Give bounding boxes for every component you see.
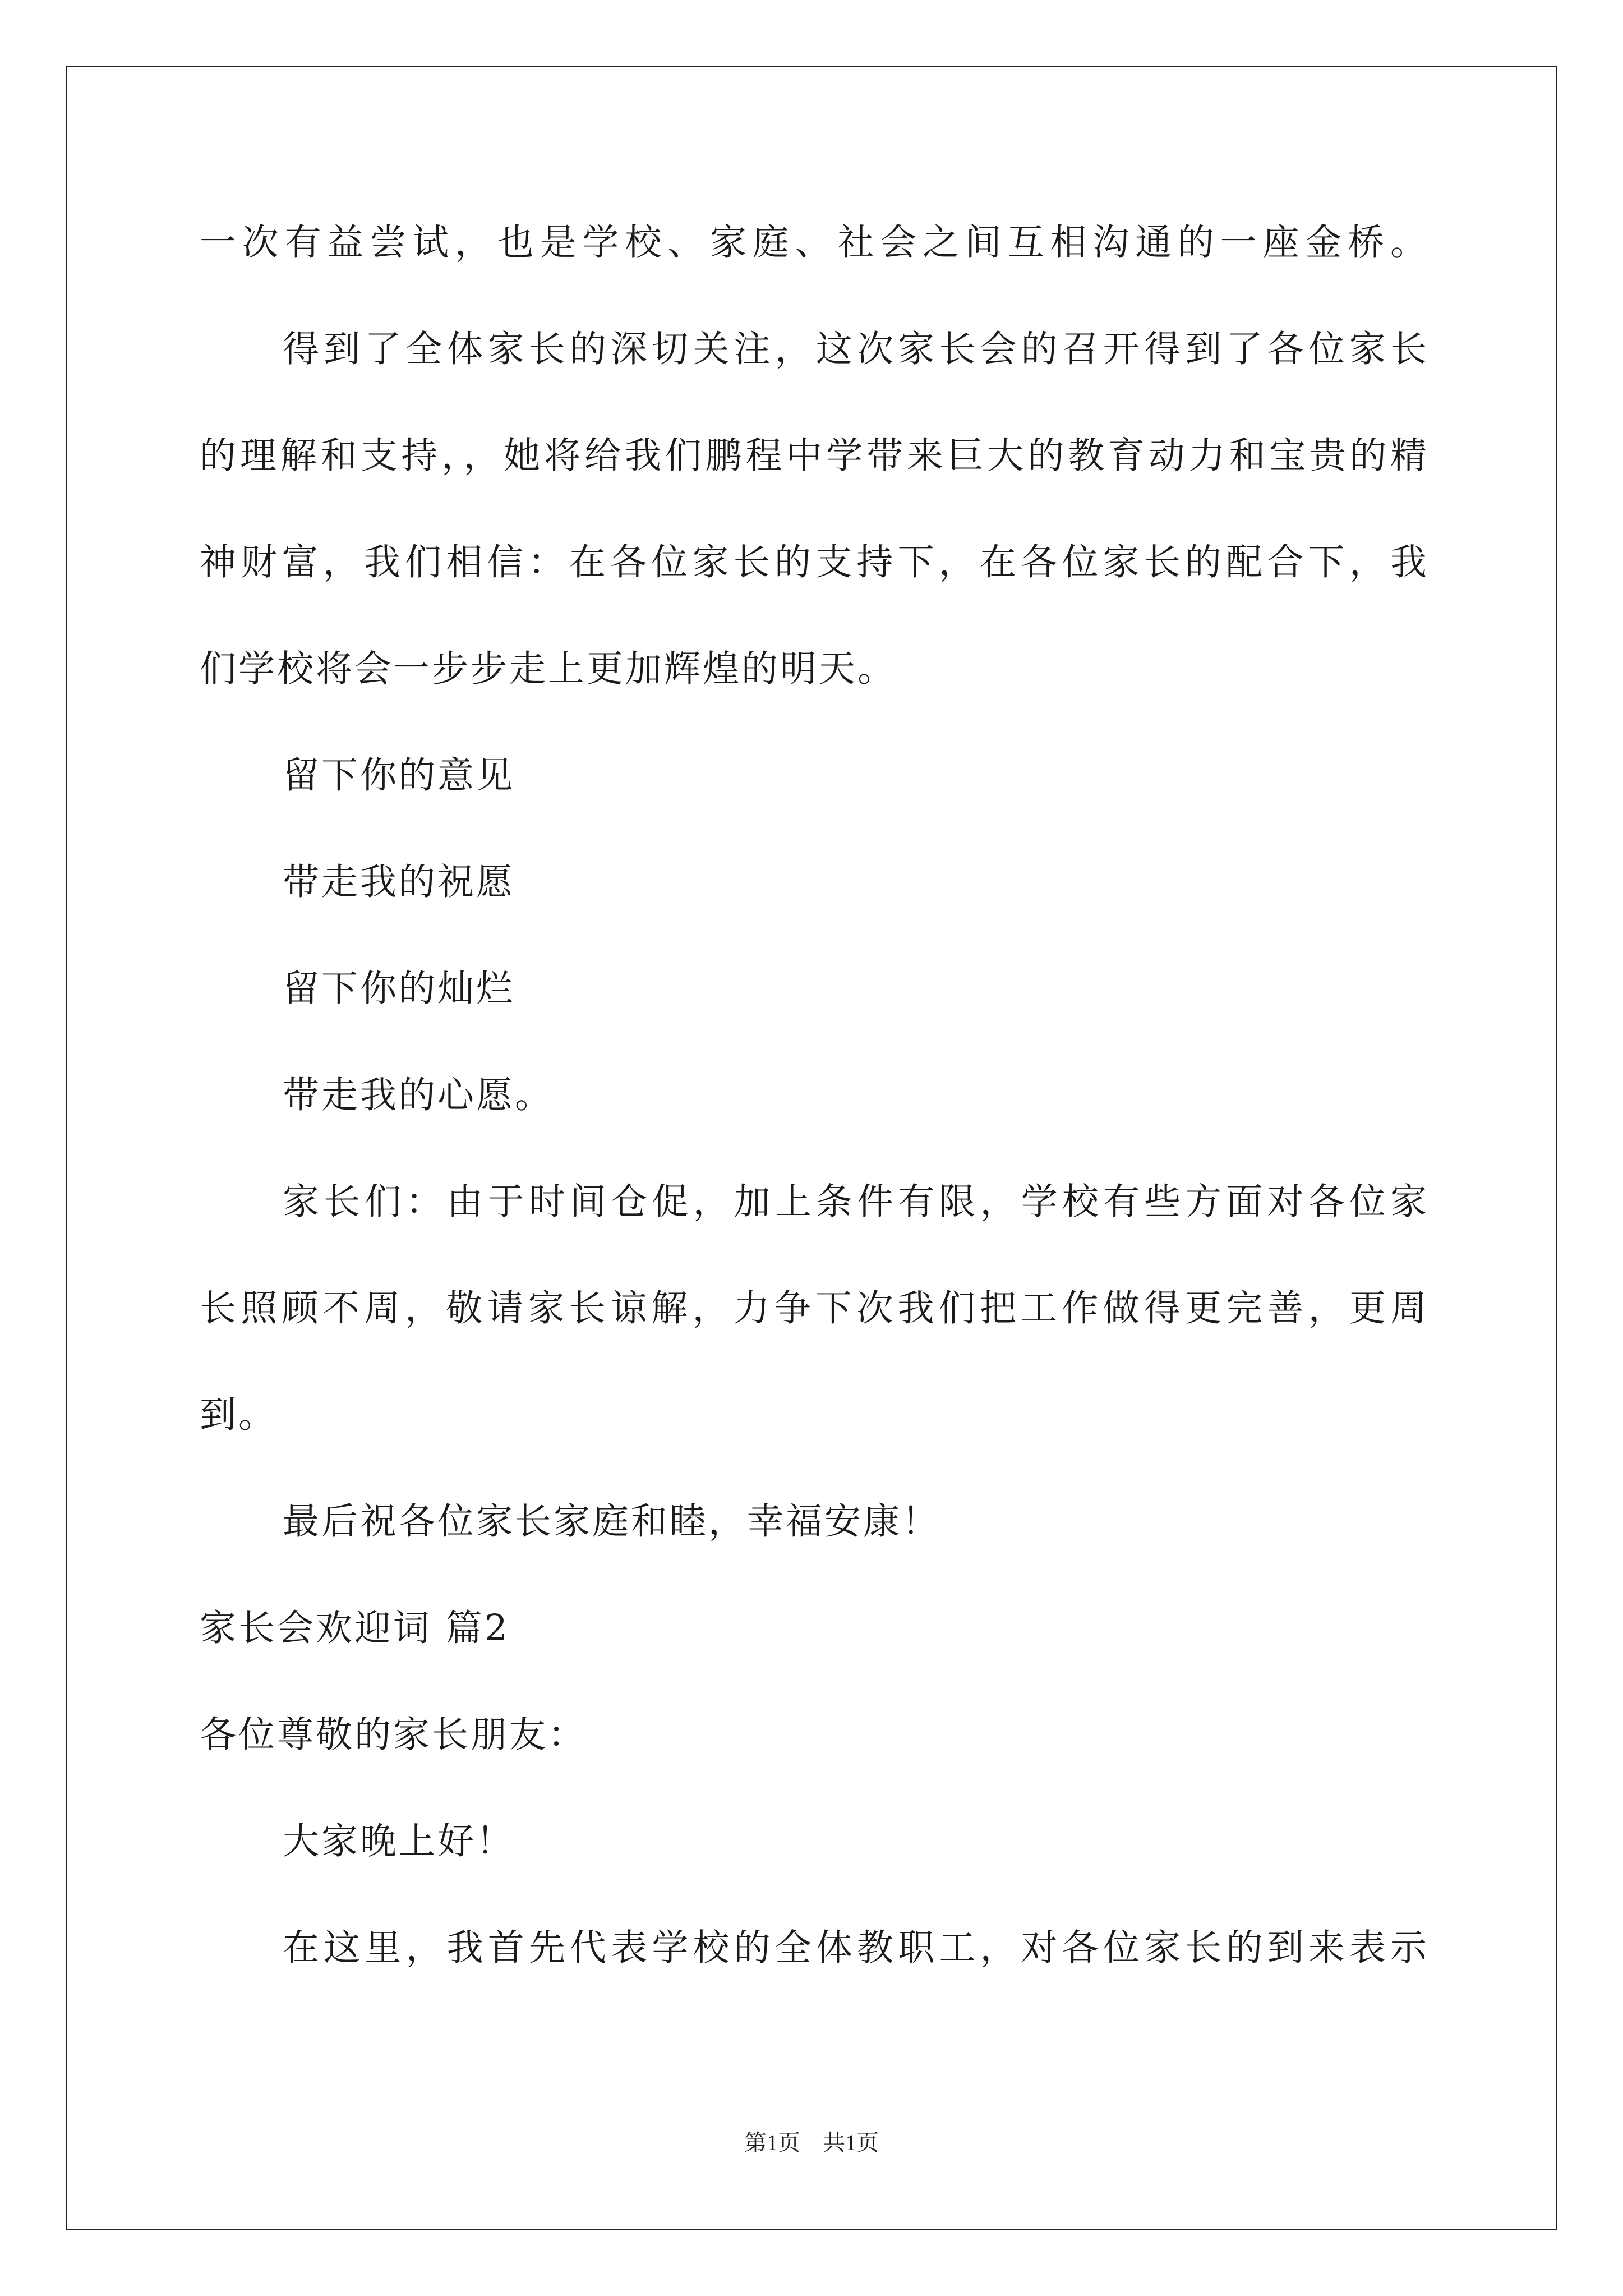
paragraph-line: 们学校将会一步步走上更加辉煌的明天。 xyxy=(200,648,897,690)
poem-line: 带走我的心愿。 xyxy=(283,1074,554,1116)
poem-line: 留下你的灿烂 xyxy=(283,968,515,1010)
paragraph-line: 长照顾不周，敬请家长谅解，力争下次我们把工作做得更完善，更周 xyxy=(200,1287,1429,1329)
salutation: 各位尊敬的家长朋友： xyxy=(200,1714,587,1756)
paragraph-line: 到。 xyxy=(200,1394,278,1436)
paragraph-line: 在这里，我首先代表学校的全体教职工，对各位家长的到来表示 xyxy=(283,1927,1429,1969)
section-heading: 家长会欢迎词 篇2 xyxy=(200,1607,510,1649)
paragraph-line: 一次有益尝试，也是学校、家庭、社会之间互相沟通的一座金桥。 xyxy=(200,222,1429,264)
document-body xyxy=(200,224,1429,2036)
paragraph-line: 最后祝各位家长家庭和睦，幸福安康！ xyxy=(283,1501,941,1543)
paragraph-line: 家长们：由于时间仓促，加上条件有限，学校有些方面对各位家 xyxy=(283,1181,1429,1223)
paragraph-line: 的理解和支持，，她将给我们鹏程中学带来巨大的教育动力和宝贵的精 xyxy=(200,435,1429,477)
paragraph-line: 得到了全体家长的深切关注，这次家长会的召开得到了各位家长 xyxy=(283,328,1429,370)
page-number: 第1页 共1页 xyxy=(744,2130,879,2155)
poem-line: 带走我的祝愿 xyxy=(283,861,515,903)
poem-line: 留下你的意见 xyxy=(283,754,515,797)
paragraph-line: 神财富，我们相信：在各位家长的支持下，在各位家长的配合下，我 xyxy=(200,541,1429,583)
greeting-line: 大家晚上好！ xyxy=(283,1820,515,1862)
